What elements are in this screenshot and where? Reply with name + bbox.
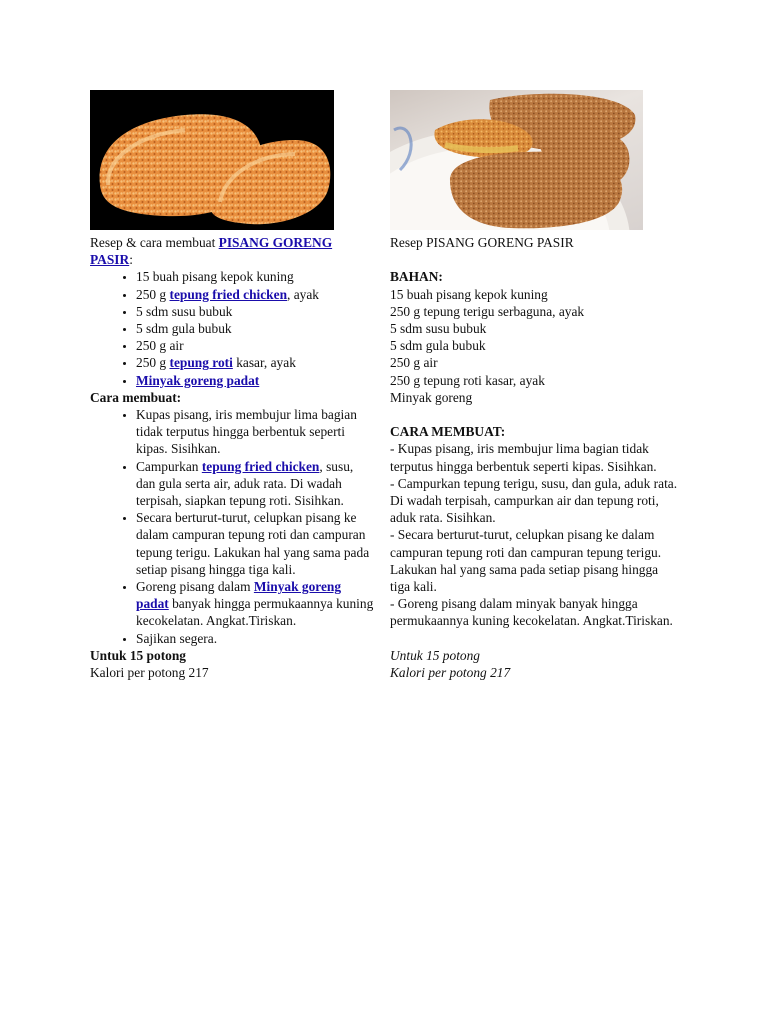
list-item: • 250 g tepung fried chicken, ayak (136, 286, 375, 303)
fried-banana-photo (90, 90, 334, 230)
left-calories: Kalori per potong 217 (90, 665, 209, 681)
left-step-list (90, 406, 375, 647)
left-steps-heading: Cara membuat: (90, 389, 182, 405)
list-item: • 5 sdm gula bubuk (136, 320, 375, 337)
list-item: • 15 buah pisang kepok kuning (136, 268, 375, 285)
list-item: • Sajikan segera. (136, 630, 375, 647)
tepung-fried-chicken-step-link[interactable]: tepung fried chicken (201, 458, 320, 474)
list-item: • 250 g air (136, 337, 375, 354)
right-title: Resep PISANG GORENG PASIR (390, 235, 574, 250)
left-intro-colon: : (129, 252, 133, 268)
right-ingredient-line: 250 g tepung roti kasar, ayak (390, 372, 545, 388)
right-step: - Secara berturut-turut, celupkan pisang ke dalam campuran tepung roti dan campuran tepung terigu. Lakukan hal yang sama pada setiap pisang hingga tiga kali. (390, 527, 662, 595)
left-ingredient-list (90, 268, 375, 388)
left-column (90, 90, 375, 681)
spacer (390, 251, 680, 268)
left-intro-text: Resep & cara membuat (90, 235, 219, 250)
right-ingredients-heading: BAHAN: (390, 269, 443, 285)
tepung-roti-link[interactable]: tepung roti (169, 355, 233, 371)
right-ingredient-line: 250 g tepung terigu serbaguna, ayak (390, 303, 585, 319)
right-ingredient-line: 15 buah pisang kepok kuning (390, 286, 548, 302)
right-step: - Goreng pisang dalam minyak banyak hingga permukaannya kuning kecokelatan. Angkat.Tiriskan. (390, 596, 673, 629)
spacer (390, 630, 680, 647)
right-calories: Kalori per potong 217 (390, 665, 511, 681)
list-item: • 5 sdm susu bubuk (136, 303, 375, 320)
right-yield: Untuk 15 potong (390, 647, 481, 663)
right-step: - Kupas pisang, iris membujur lima bagian tidak terputus hingga berbentuk seperti kipas. Sisihkan. (390, 441, 657, 474)
left-intro (90, 234, 375, 268)
spacer (390, 406, 680, 423)
right-ingredient-line: 5 sdm gula bubuk (390, 338, 486, 354)
list-item: • Secara berturut-turut, celupkan pisang ke dalam campuran tepung roti dan campuran tepung terigu. Lakukan hal yang sama pada setiap pisang hingga tiga kali. (136, 509, 375, 578)
right-column (390, 90, 680, 681)
minyak-goreng-padat-link[interactable]: Minyak goreng padat (136, 372, 260, 388)
list-item: • Goreng pisang dalam Minyak goreng padat banyak hingga permukaannya kuning kecokelatan. Angkat.Tiriskan. (136, 578, 375, 630)
list-item: • Kupas pisang, iris membujur lima bagian tidak terputus hingga berbentuk seperti kipas. Sisihkan. (136, 406, 375, 458)
minyak-goreng-padat-step-link[interactable]: Minyak goreng padat (136, 579, 342, 612)
list-item: • Campurkan tepung fried chicken, susu, dan gula serta air, aduk rata. Di wadah terpisah, siapkan tepung roti. Sisihkan. (136, 458, 375, 510)
right-step: - Campurkan tepung terigu, susu, dan gula, aduk rata. Di wadah terpisah, campurkan air dan tepung roti, aduk rata. Sisihkan. (390, 475, 678, 526)
tepung-fried-chicken-link[interactable]: tepung fried chicken (169, 286, 288, 302)
right-ingredient-line: Minyak goreng (390, 389, 473, 405)
right-ingredient-line: 250 g air (390, 355, 438, 371)
list-item: • 250 g tepung roti kasar, ayak (136, 354, 375, 371)
left-yield: Untuk 15 potong (90, 647, 186, 663)
fried-banana-plate-photo (390, 90, 643, 230)
right-steps-heading: CARA MEMBUAT: (390, 424, 506, 440)
list-item (136, 372, 375, 389)
pisang-goreng-pasir-link[interactable]: PISANG GORENG PASIR (90, 235, 333, 268)
right-ingredient-line: 5 sdm susu bubuk (390, 321, 487, 336)
